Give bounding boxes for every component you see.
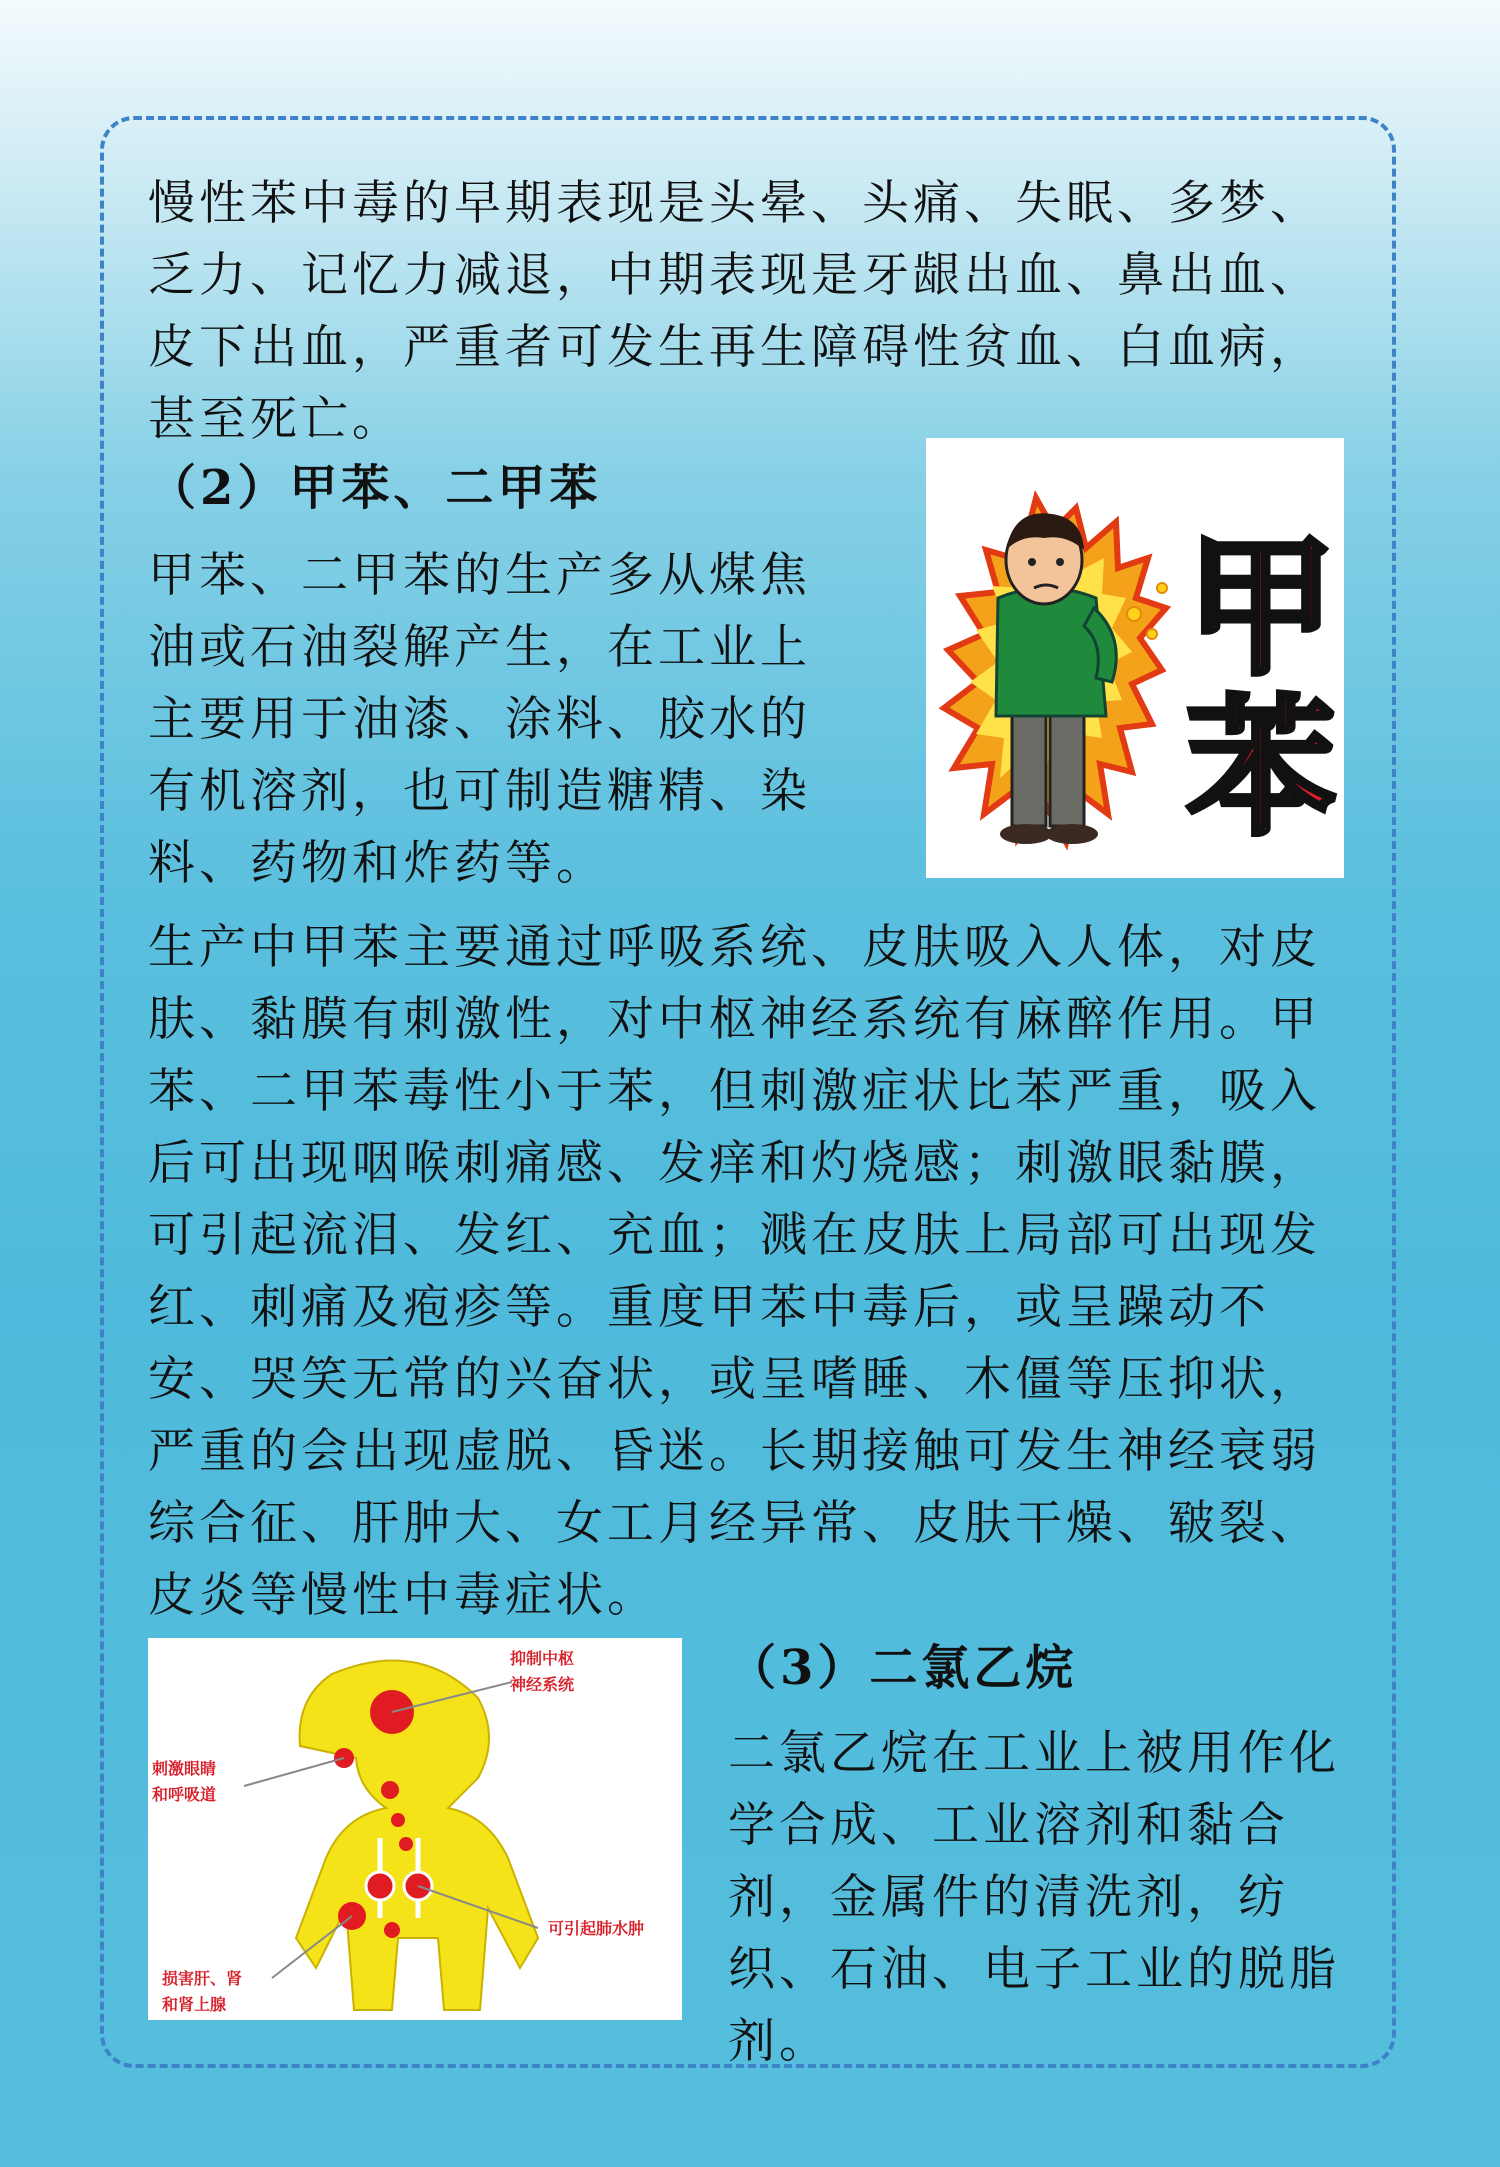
label-cns-2: 神经系统 (510, 1675, 575, 1694)
dichloroethane-heading: （3）二氯乙烷 (728, 1640, 1078, 1696)
label-eyes-2: 和呼吸道 (152, 1785, 217, 1804)
label-cns-1: 抑制中枢 (510, 1649, 575, 1668)
label-liver-2: 和肾上腺 (162, 1995, 227, 2014)
chronic-benzene-paragraph: 慢性苯中毒的早期表现是头晕、头痛、失眠、多梦、乏力、记忆力减退，中期表现是牙龈出血、鼻出血、皮下出血，严重者可发生再生障碍性贫血、白血病，甚至死亡。 (148, 176, 1321, 447)
body-silhouette (296, 1661, 538, 2011)
dichloroethane-body-diagram (148, 1638, 682, 2020)
toluene-illustration (926, 438, 1344, 878)
label-eyes-1: 刺激眼睛 (152, 1759, 217, 1778)
dichloroethane-paragraph: 二氯乙烷在工业上被用作化学合成、工业溶剂和黏合剂，金属件的清洗剂，纺织、石油、电子工业的脱脂剂。 (728, 1726, 1340, 2069)
toluene-heading: （2）甲苯、二甲苯 (148, 460, 602, 516)
toluene-big-label: 甲苯 (1164, 528, 1332, 848)
toluene-details-paragraph: 生产中甲苯主要通过呼吸系统、皮肤吸入人体，对皮肤、黏膜有刺激性，对中枢神经系统有麻醉作用。甲苯、二甲苯毒性小于苯，但刺激症状比苯严重，吸入后可出现咽喉刺痛感、发痒和灼烧感；刺激眼黏膜，可引起流泪、发红、充血；溅在皮肤上局部可出现发红、刺痛及疱疹等。重度甲苯中毒后，或呈躁动不安、哭笑无常的兴奋状，或呈嗜睡、木僵等压抑状，严重的会出现虚脱、昏迷。长期接触可发生神经衰弱综合征、肝肿大、女工月经异常、皮肤干燥、皲裂、皮炎等慢性中毒症状。 (148, 920, 1321, 1623)
toluene-intro-paragraph: 甲苯、二甲苯的生产多从煤焦油或石油裂解产生，在工业上主要用于油漆、涂料、胶水的有机溶剂，也可制造糖精、染料、药物和炸药等。 (148, 548, 811, 891)
label-lung: 可引起肺水肿 (548, 1919, 645, 1938)
label-liver-1: 损害肝、肾 (162, 1969, 243, 1988)
